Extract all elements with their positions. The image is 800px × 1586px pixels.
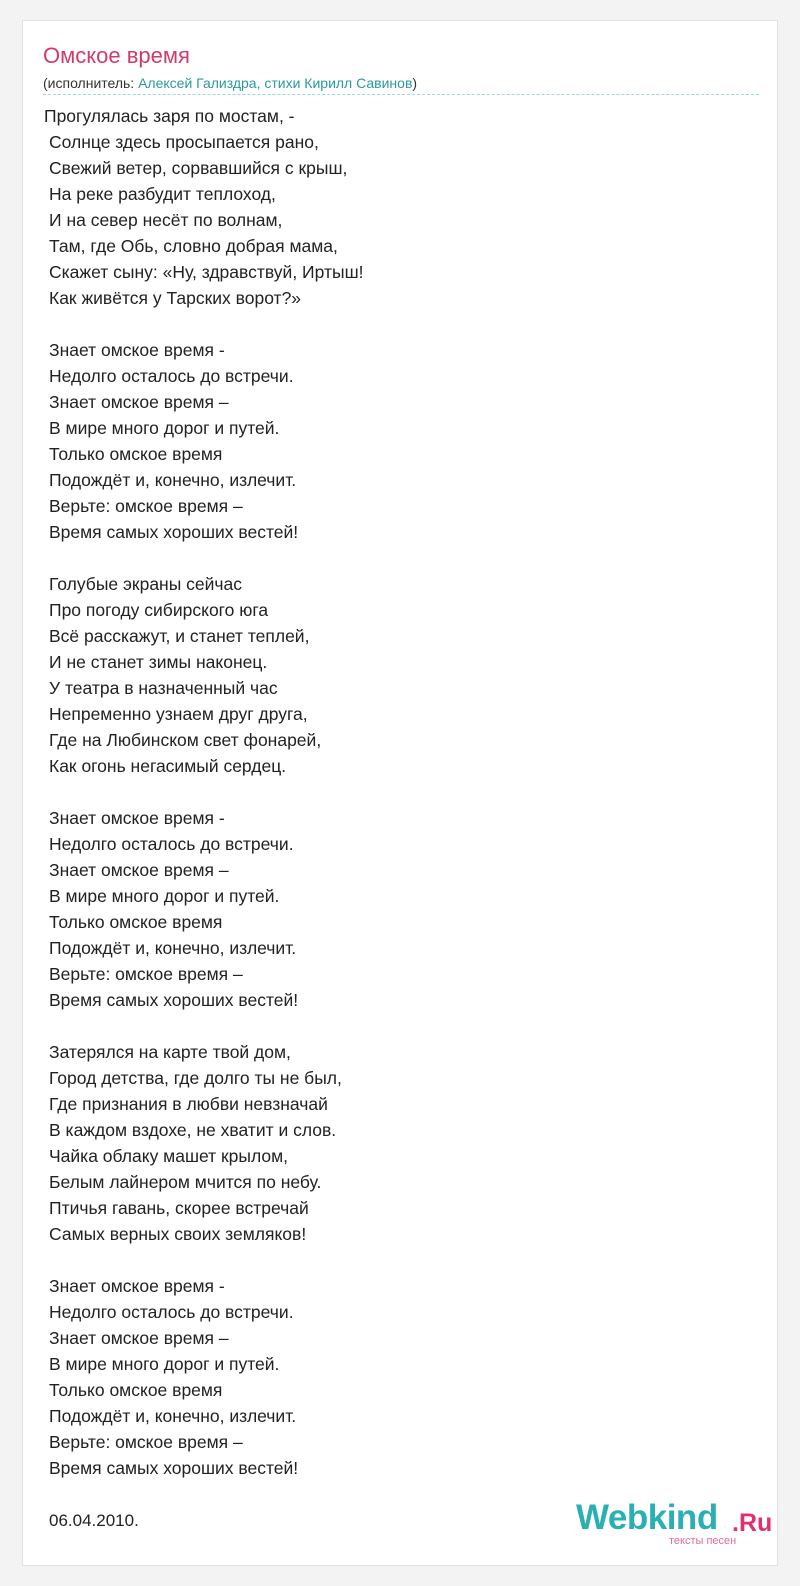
lyric-line: И не станет зимы наконец. (49, 652, 268, 672)
stanza-break (23, 545, 779, 571)
lyric-line: Где на Любинском свет фонарей, (49, 730, 322, 750)
lyric-line: Как живётся у Тарских ворот?» (49, 288, 302, 308)
lyric-line: Только омское время (49, 444, 223, 464)
lyric-line: Время самых хороших вестей! (49, 1458, 299, 1478)
lyric-line: Знает омское время – (49, 392, 229, 412)
publish-date: 06.04.2010. (49, 1511, 139, 1530)
lyric-line: Всё расскажут, и станет теплей, (49, 626, 310, 646)
lyric-line: Верьте: омское время – (49, 496, 243, 516)
lyric-line: Свежий ветер, сорвавшийся с крыш, (49, 158, 348, 178)
lyric-line: Недолго осталось до встречи. (49, 1302, 294, 1322)
stanza-break (23, 1247, 779, 1273)
lyric-line: В мире много дорог и путей. (49, 886, 280, 906)
credits-suffix: ) (412, 75, 418, 91)
lyric-line: Там, где Обь, словно добрая мама, (49, 236, 338, 256)
lyric-line: Голубые экраны сейчас (49, 574, 243, 594)
lyric-line: Солнце здесь просыпается рано, (49, 132, 319, 152)
lyric-line: Недолго осталось до встречи. (49, 834, 294, 854)
lyrics-card (22, 20, 778, 1566)
lyric-line: Время самых хороших вестей! (49, 522, 299, 542)
lyric-line: В мире много дорог и путей. (49, 418, 280, 438)
song-credits (43, 75, 417, 91)
song-title: Омское время (43, 43, 190, 68)
lyric-line: Самых верных своих земляков! (49, 1224, 307, 1244)
lyric-line: Прогулялась заря по мостам, - (44, 106, 295, 126)
lyric-line: Белым лайнером мчится по небу. (49, 1172, 322, 1192)
lyric-line: В мире много дорог и путей. (49, 1354, 280, 1374)
credits-prefix: (исполнитель: (43, 75, 139, 91)
lyric-line: Верьте: омское время – (49, 964, 243, 984)
lyric-line: Чайка облаку машет крылом, (49, 1146, 289, 1166)
lyric-line: Подождёт и, конечно, излечит. (49, 470, 297, 490)
divider (43, 94, 759, 95)
lyric-line: Время самых хороших вестей! (49, 990, 299, 1010)
lyrics-text (23, 103, 779, 1481)
lyric-line: Непременно узнаем друг друга, (49, 704, 308, 724)
lyric-line: У театра в назначенный час (49, 678, 278, 698)
lyric-line: Только омское время (49, 912, 223, 932)
lyric-line: Где признания в любви невзначай (49, 1094, 328, 1114)
stanza-break (23, 1013, 779, 1039)
lyric-line: Только омское время (49, 1380, 223, 1400)
logo-word: Webkind (576, 1498, 718, 1537)
lyric-line: Птичья гавань, скорее встречай (49, 1198, 309, 1218)
lyric-line: Знает омское время - (49, 340, 225, 360)
lyric-line: Как огонь негасимый сердец. (49, 756, 287, 776)
lyric-line: Скажет сыну: «Ну, здравствуй, Иртыш! (49, 262, 364, 282)
lyric-line: Знает омское время – (49, 1328, 229, 1348)
stanza-break (23, 779, 779, 805)
lyric-line: И на север несёт по волнам, (49, 210, 283, 230)
logo-tld: .Ru (732, 1509, 773, 1537)
webkind-logo[interactable] (576, 1498, 773, 1550)
lyric-line: Знает омское время – (49, 860, 229, 880)
lyric-line: Город детства, где долго ты не был, (49, 1068, 342, 1088)
lyric-line: Подождёт и, конечно, излечит. (49, 1406, 297, 1426)
lyric-line: На реке разбудит теплоход, (49, 184, 276, 204)
performer-link[interactable]: Алексей Гализдра, стихи Кирилл Савинов (138, 75, 413, 91)
lyric-line: Затерялся на карте твой дом, (49, 1042, 291, 1062)
logo-tagline: тексты песен (669, 1535, 737, 1547)
lyric-line: Знает омское время - (49, 1276, 225, 1296)
stanza-break (23, 311, 779, 337)
lyric-line: Верьте: омское время – (49, 1432, 243, 1452)
lyric-line: Недолго осталось до встречи. (49, 366, 294, 386)
lyric-line: В каждом вздохе, не хватит и слов. (49, 1120, 337, 1140)
lyric-line: Знает омское время - (49, 808, 225, 828)
lyric-line: Про погоду сибирского юга (49, 600, 269, 620)
lyric-line: Подождёт и, конечно, излечит. (49, 938, 297, 958)
